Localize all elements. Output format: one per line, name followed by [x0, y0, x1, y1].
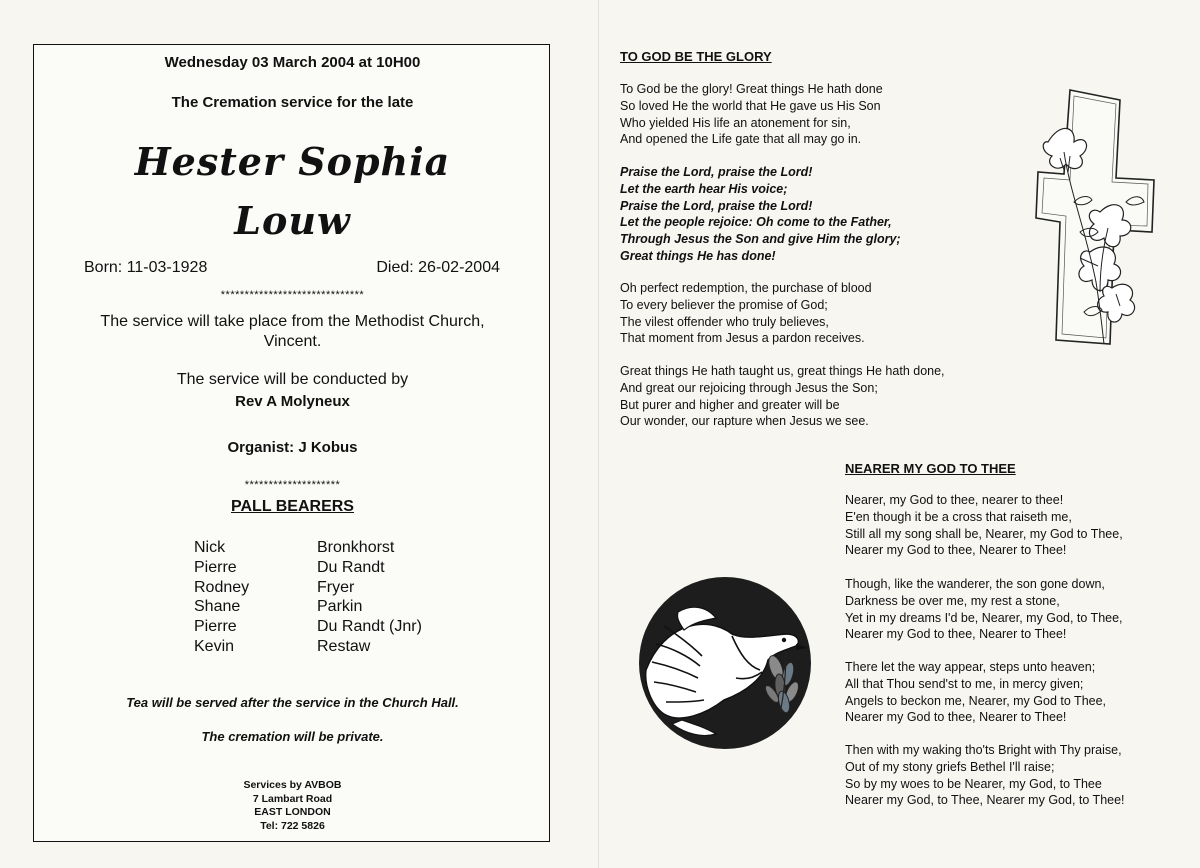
list-item [194, 617, 422, 637]
tea-note: Tea will be served after the service in the Church Hall. [126, 695, 459, 710]
hymn2-verse1 [845, 492, 1123, 559]
bearer-first-name: Rodney [194, 578, 250, 596]
lyric-line: Praise the Lord, praise the Lord! [620, 198, 813, 213]
bearer-last-name: Parkin [317, 598, 363, 616]
organist: Organist: J Kobus [227, 439, 358, 456]
service-place-line2: Vincent. [263, 333, 322, 350]
bearer-last-name: Bronkhorst [317, 539, 395, 556]
list-item [194, 578, 422, 598]
minister-name: Rev A Molyneux [235, 393, 350, 410]
lyric-line: Oh perfect redemption, the purchase of blood [620, 281, 872, 295]
address-line1: 7 Lambart Road [252, 792, 333, 805]
lyric-line: To every believer the promise of God; [620, 297, 828, 312]
lyric-line: E'en though it be a cross that raiseth me, [845, 509, 1072, 524]
lyric-line: The vilest offender who truly believes, [620, 314, 829, 329]
lyric-line: Nearer my God to thee, Nearer to Thee! [845, 627, 1067, 642]
hymn1-verse3 [620, 363, 945, 430]
lyric-line: Darkness be over me, my rest a stone, [845, 593, 1060, 608]
lyric-line: Out of my stony griefs Bethel I'll raise; [845, 759, 1055, 774]
lyric-line: And great our rejoicing through Jesus the Son; [620, 380, 878, 395]
bearer-first-name: Pierre [194, 618, 237, 636]
hymn2-verse3 [845, 659, 1106, 726]
hymn1-chorus [620, 164, 901, 265]
died-date: Died: 26-02-2004 [376, 259, 500, 276]
lyric-line: All that Thou send'st to me, in mercy given; [845, 676, 1084, 691]
lyric-line: But purer and higher and greater will be [620, 397, 840, 412]
lyric-line: To God be the glory! Great things He hath done [620, 82, 883, 96]
lyric-line: Great things He hath taught us, great things He hath done, [620, 364, 945, 378]
lyric-line: That moment from Jesus a pardon receives. [620, 331, 865, 346]
address-line2: EAST LONDON [254, 806, 331, 818]
list-item [194, 558, 422, 578]
telephone: Tel: 722 5826 [260, 819, 325, 832]
hymn1-title: TO GOD BE THE GLORY [620, 49, 772, 64]
lyric-line: Through Jesus the Son and give Him the glory; [620, 232, 901, 247]
deceased-name-line1: Hester Sophia [134, 139, 451, 184]
hymn2-verse4 [845, 742, 1125, 809]
services-by: Services by AVBOB [243, 779, 342, 791]
bearer-first-name: Kevin [194, 637, 235, 655]
lyric-line: And opened the Life gate that all may go in. [620, 132, 862, 147]
lyric-line: Let the earth hear His voice; [620, 181, 788, 196]
hymn1-verse1 [620, 81, 883, 148]
lyric-line: Who yielded His life an atonement for sin, [620, 115, 851, 130]
bearer-last-name: Du Randt (Jnr) [317, 618, 422, 636]
dove-with-olive-branch-icon [636, 574, 814, 752]
deceased-name-line2: Louw [234, 198, 351, 243]
service-date: Wednesday 03 March 2004 at 10H00 [164, 54, 421, 71]
hymn1-verse2 [620, 280, 872, 347]
conducted-by: The service will be conducted by [176, 371, 409, 388]
cross-with-lilies-icon [1030, 82, 1160, 350]
cremation-note: The cremation will be private. [201, 729, 384, 744]
service-place-line1: The service will take place from the Methodist Church, [100, 313, 485, 330]
hymn2-title: NEARER MY GOD TO THEE [845, 461, 1016, 476]
born-date: Born: 11-03-1928 [84, 259, 208, 276]
lyric-line: Though, like the wanderer, the son gone down, [845, 577, 1105, 591]
bearer-last-name: Fryer [317, 578, 355, 596]
bearer-first-name: Shane [194, 598, 241, 616]
lyric-line: Nearer my God, to Thee, Nearer my God, to Thee! [845, 793, 1125, 808]
lyric-line: Yet in my dreams I'd be, Nearer, my God, to Thee, [845, 610, 1123, 625]
lyric-line: Great things He has done! [620, 248, 776, 263]
lyric-line: Nearer, my God to thee, nearer to thee! [845, 493, 1064, 507]
service-type: The Cremation service for the late [171, 94, 414, 111]
lyric-line: Then with my waking tho'ts Bright with Thy praise, [845, 743, 1122, 757]
list-item [194, 538, 422, 558]
separator: ******************** [244, 479, 341, 491]
list-item [194, 637, 422, 657]
lyric-line: Angels to beckon me, Nearer, my God to Thee, [845, 693, 1107, 708]
bearer-last-name: Restaw [317, 637, 371, 655]
lyric-line: So loved He the world that He gave us His Son [620, 98, 881, 113]
lyric-line: Praise the Lord, praise the Lord! [620, 165, 813, 179]
lyric-line: Still all my song shall be, Nearer, my God to Thee, [845, 526, 1123, 541]
hymn2-verse2 [845, 576, 1123, 643]
page-fold [598, 0, 599, 868]
bearer-last-name: Du Randt [317, 558, 385, 576]
lyric-line: Nearer my God to thee, Nearer to Thee! [845, 710, 1067, 725]
lyric-line: Let the people rejoice: Oh come to the Father, [620, 215, 892, 230]
lyric-line: Nearer my God to thee, Nearer to Thee! [845, 543, 1067, 558]
service-place [34, 312, 551, 352]
pall-bearers-heading: PALL BEARERS [231, 498, 354, 515]
bearer-first-name: Nick [194, 539, 226, 556]
lyric-line: There let the way appear, steps unto heaven; [845, 660, 1096, 674]
pall-bearers-list [194, 538, 422, 657]
funeral-services-contact [34, 779, 551, 833]
service-program-panel [33, 44, 550, 842]
list-item [194, 597, 422, 617]
bearer-first-name: Pierre [194, 558, 237, 576]
separator: ****************************** [220, 289, 365, 301]
lyric-line: So by my woes to be Nearer, my God, to Thee [845, 776, 1102, 791]
lyric-line: Our wonder, our rapture when Jesus we see. [620, 414, 869, 429]
